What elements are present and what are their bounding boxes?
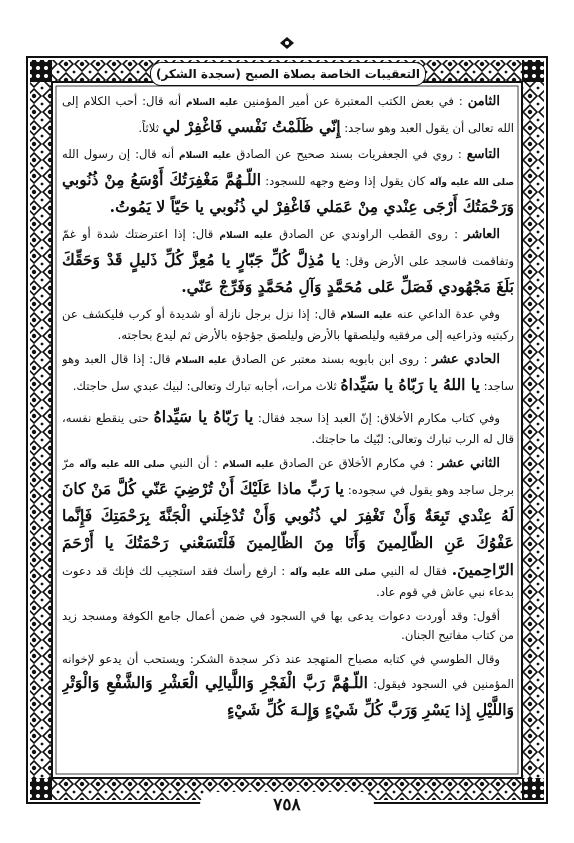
paragraph-text: أنه قال: أحب الكلام إلى الله تعالى أن يقول العبد وهو ساجد: [62, 94, 514, 135]
paragraph-text: أنه قال: إن رسول الله [62, 147, 175, 161]
paragraph-text: : روى القطب الراوندي عن الصادق [279, 227, 459, 241]
paragraph-text: : ارفع رأسك فقد استجيب لك فإنك قد دعوت بدعاء نبي عاش في قوم عاد. [62, 564, 514, 599]
chapter-title: التعقيبات الخاصة بصلاة الصبح (سجدة الشكر) [155, 67, 421, 81]
salutation-mark: عليه السلام [222, 460, 275, 470]
paragraph-text: أقول: وقد أوردت دعوات يدعى بها في السجود في ضمن أعمال جامع الكوفة ومسجد زيد من كتاب مفاتيح الجنان. [62, 609, 514, 642]
paragraph [62, 403, 514, 449]
supplication-text: يا اللهُ يا رَبّاهُ يا سَيِّداهُ [340, 375, 480, 394]
paragraph-text: : روي في الجعفريات بسند صحيح عن الصادق [236, 147, 462, 161]
paragraph-text: وفي عدة الداعي عنه [397, 307, 501, 321]
page-number: ٧٥٨ [273, 795, 301, 815]
paragraph-text: ثلاث مرات، أجابه تبارك وتعالى: لبيك عبدي سل حاجتك. [72, 379, 337, 393]
chapter-header [150, 62, 426, 86]
paragraph-text: مرّ برجل ساجد وهو يقول في سجوده: [62, 456, 514, 497]
paragraph-label: التاسع [466, 147, 501, 162]
supplication-text: يا مُذِلَّ كُلِّ جَبّارٍ يا مُعِزَّ كُلِّ ذَليلٍ قَدْ وَحَقِّكَ بَلَغَ مَجْهُودي فَصَلِّ عَلى مُحَمَّدٍ وَآلِ مُحَمَّدٍ وَفَرِّجْ عَنّي. [62, 250, 514, 296]
paragraph-text: : في مكارم الأخلاق عن الصادق [279, 456, 434, 470]
supplication-text: يا رَبِّ ماذا عَلَيْكَ أَنْ تُرْضِيَ عَنّي كُلَّ مَنْ كانَ لَهُ عِنْدي تَبِعَةٌ وَأَنْ تَغْفِرَ لي ذُنُوبي وَأَنْ تُدْخِلَني الْجَنَّةَ بِرَحْمَتِكَ فَإِنَّما عَفْوُكَ عَنِ الظّالِمينَ وَأَنَا مِنَ الظّالِمينَ فَلْتَسَعْني رَحْمَتُكَ يا أَرْحَمَ الرّاحِمينَ. [62, 479, 514, 579]
salutation-mark: صلى الله عليه وآله [429, 178, 514, 188]
supplication-text: إِنّي ظَلَمْتُ نَفْسي فَاغْفِرْ لي [162, 117, 341, 136]
paragraph [62, 225, 514, 300]
paragraph-text: : روى ابن بابويه بسند معتبر عن الصادق [231, 352, 428, 366]
paragraph-text: وفي كتاب مكارم الأخلاق: إنّ العبد إذا سجد فقال: [257, 411, 501, 425]
paragraph [62, 92, 514, 140]
paragraph [62, 454, 514, 602]
paragraph-text: حتى ينقطع نفسه، قال له الرب تبارك وتعالى: لبّيك ما حاجتك. [62, 411, 514, 446]
paragraph [62, 350, 514, 398]
paragraph-text: قال: إذا اعترضتك شدة أو غمّ وتفاقمت فاسجد على الأرض وقل: [62, 227, 514, 268]
paragraph-text: قال: إذا نزل برجل نازلة أو شديدة أو كرب فليكشف عن ركبتيه وذراعيه إلى مرفقيه وليلصقها بالأرض وليلصق جؤجؤه بالأرض ثم ليدع بحاجته. [62, 307, 514, 342]
supplication-text: يا رَبّاهُ يا سَيِّداهُ [153, 407, 254, 426]
paragraph-text: وقال الطوسي في كتابه مصباح المتهجد عند ذكر سجدة الشكر: ويستحب أن يدعو لإخوانه المؤمنين في السجود فيقول: [62, 652, 514, 691]
paragraph [62, 607, 514, 645]
salutation-mark: عليه السلام [186, 98, 239, 108]
paragraph-text: : في بعض الكتب المعتبرة عن أمير المؤمنين [243, 94, 463, 108]
supplication-text: اللّـهُمَّ مَغْفِرَتُكَ أَوْسَعُ مِنْ ذُنُوبي وَرَحْمَتُكَ أَرْجَى عِنْدي مِنْ عَمَلي فَاغْفِرْ لي ذُنُوبي يا حَيّاً لا يَمُوتُ. [62, 170, 514, 216]
paragraph-label: الحادي عشر [432, 352, 501, 367]
salutation-mark: صلى الله عليه وآله [289, 568, 377, 578]
paragraph [62, 305, 514, 345]
paragraph [62, 650, 514, 723]
salutation-mark: عليه السلام [219, 231, 273, 241]
paragraph-text: قال: إذا قال العبد وهو ساجد: [62, 352, 514, 393]
paragraph-label: الثامن [467, 94, 501, 109]
salutation-mark: صلى الله عليه وآله [79, 460, 165, 470]
paragraph-label: العاشر [464, 227, 501, 242]
paragraph-text: ثلاثاً. [138, 121, 159, 135]
salutation-mark: عليه السلام [340, 311, 393, 321]
top-ornament-icon [279, 36, 295, 50]
paragraph-text: : أن النبي [169, 456, 218, 470]
supplication-text: اللّـهُمَّ رَبَّ الْفَجْرِ وَاللَّيالِي الْعَشْرِ وَالشَّفْعِ وَالْوَتْرِ وَاللَّيْلِ إِذا يَسْرِ وَرَبَّ كُلِّ شَيْءٍ وَإِلـهَ كُلِّ شَيْءٍ [62, 673, 514, 719]
salutation-mark: عليه السلام [179, 151, 232, 161]
page-number-box [200, 792, 374, 818]
paragraph-text: كان يقول إذا وضع وجهه للسجود: [265, 174, 426, 188]
salutation-mark: عليه السلام [175, 356, 228, 366]
paragraph-text: فقال له النبي [380, 564, 447, 578]
paragraph-label: الثاني عشر [438, 456, 501, 471]
main-text [62, 92, 514, 782]
paragraph [62, 145, 514, 220]
